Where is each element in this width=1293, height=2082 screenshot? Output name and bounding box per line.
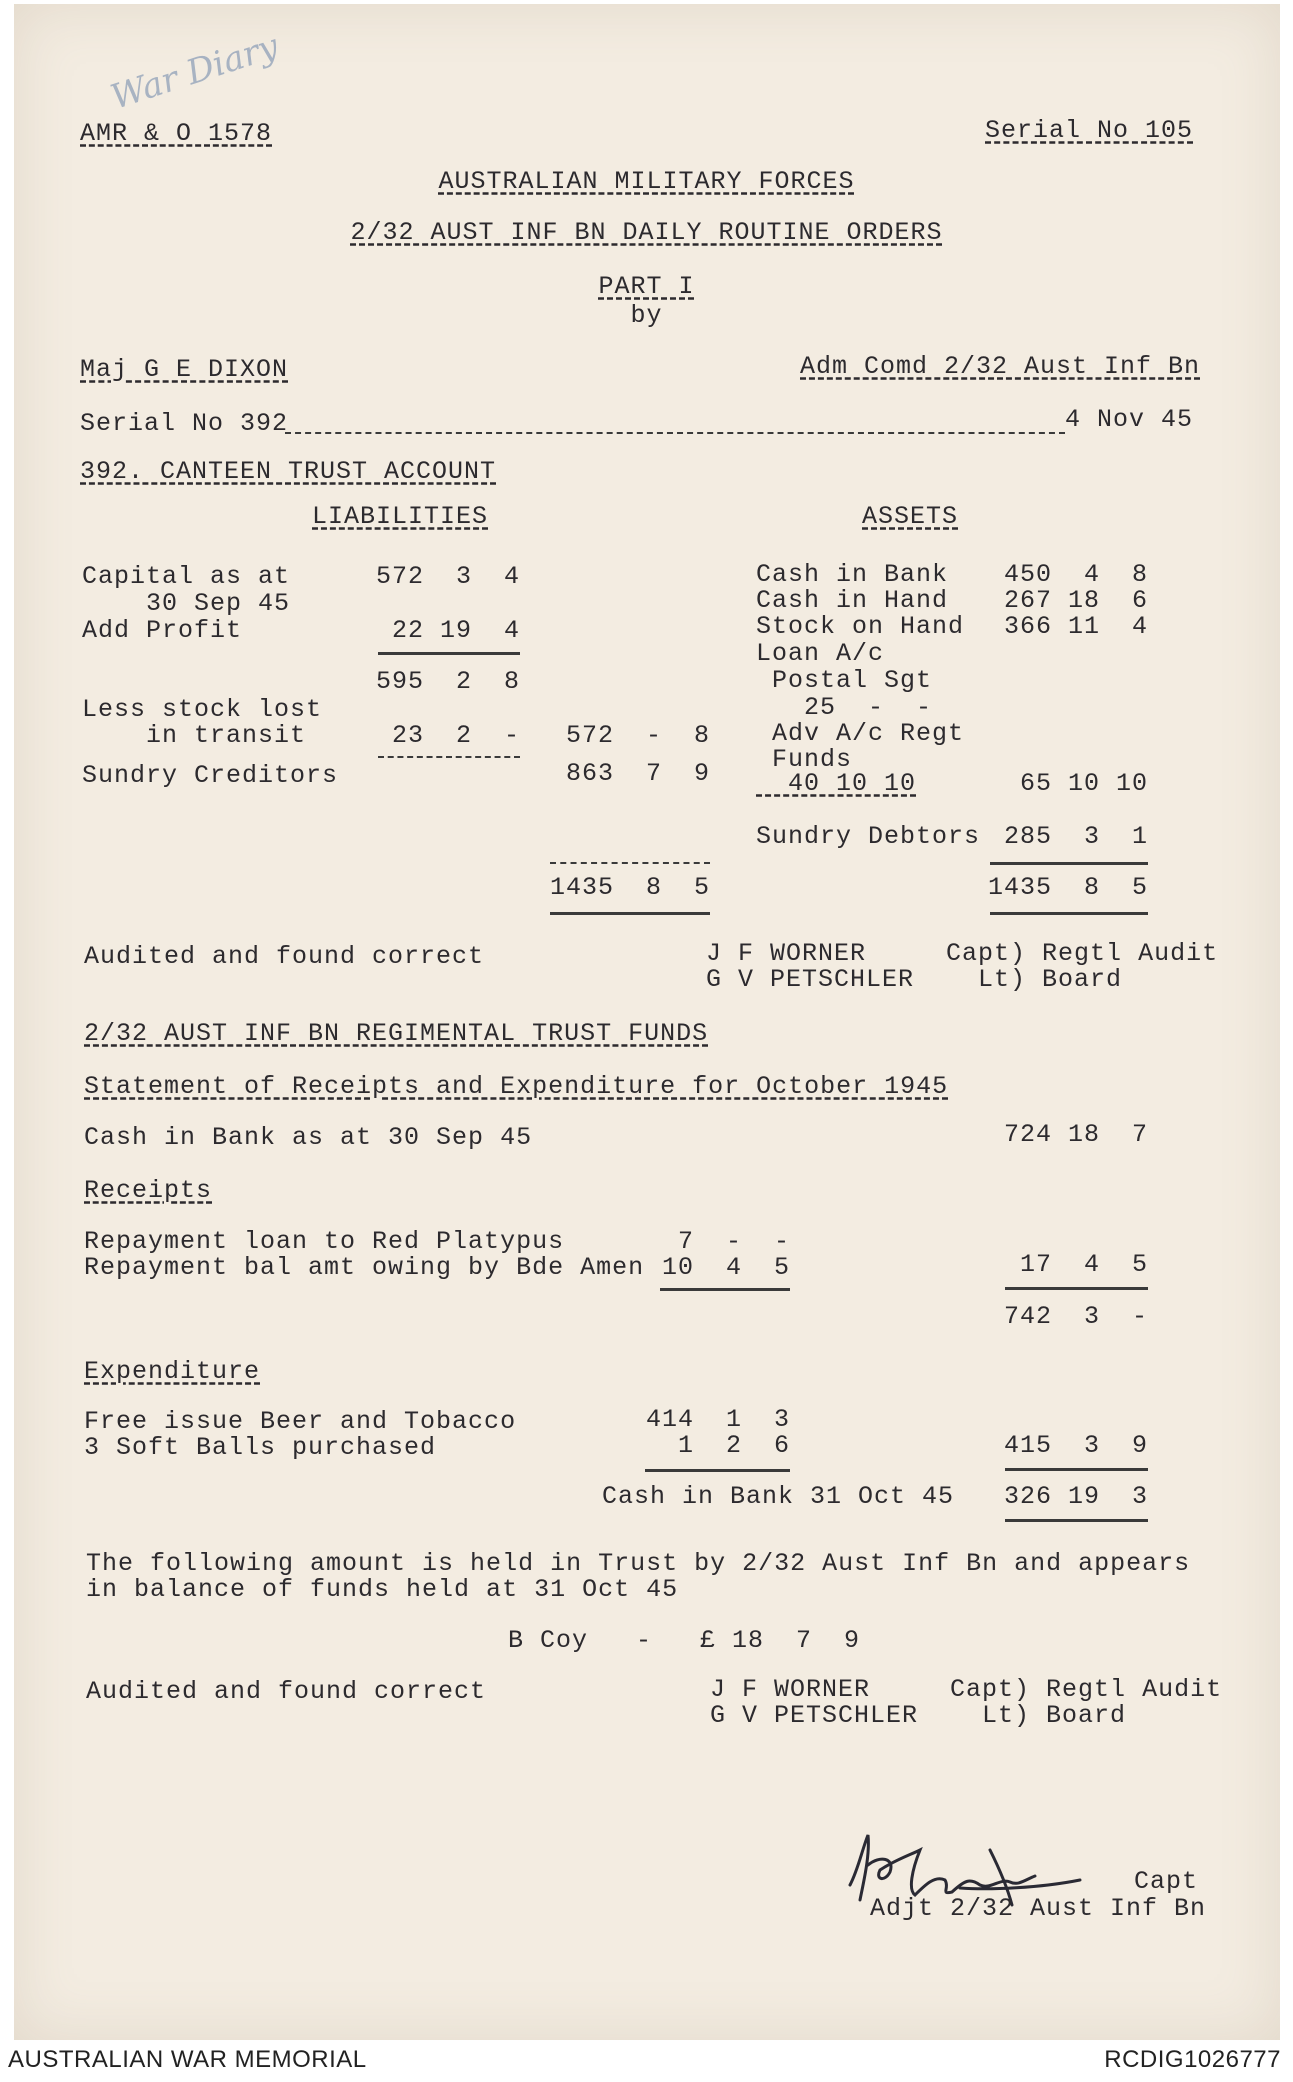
asset-label: Sundry Debtors bbox=[756, 822, 981, 851]
officer-appointment: Adm Comd 2/32 Aust Inf Bn bbox=[800, 352, 1201, 381]
canteen-audit-text: Audited and found correct bbox=[84, 942, 485, 971]
receipts-total-rule bbox=[1005, 1287, 1148, 1290]
officer-name: Maj G E DIXON bbox=[80, 355, 289, 384]
expenditure-total-rule bbox=[1005, 1468, 1148, 1471]
liability-label: in transit bbox=[82, 721, 307, 750]
liability-label: Capital as at bbox=[82, 562, 291, 591]
liability-label: Less stock lost bbox=[82, 695, 323, 724]
liability-dashed-rule bbox=[378, 756, 520, 758]
statement-heading: Statement of Receipts and Expenditure for October 1945 bbox=[84, 1072, 949, 1101]
pencil-annotation: War Diary bbox=[106, 26, 284, 118]
asset-amount: 267 18 6 bbox=[1003, 586, 1148, 615]
by-label: by bbox=[630, 301, 663, 330]
serial-dashed-rule bbox=[285, 432, 1065, 434]
expenditure-amount: 1 2 6 bbox=[677, 1431, 790, 1460]
expenditure-label: 3 Soft Balls purchased bbox=[84, 1433, 437, 1462]
asset-label: 40 10 10 bbox=[756, 769, 917, 798]
footer-institution: AUSTRALIAN WAR MEMORIAL bbox=[8, 2046, 367, 2073]
opening-amount: 724 18 7 bbox=[1003, 1120, 1148, 1149]
order-date: 4 Nov 45 bbox=[1065, 405, 1194, 434]
liability-label: Sundry Creditors bbox=[82, 761, 339, 790]
title-routine-orders: 2/32 AUST INF BN DAILY ROUTINE ORDERS bbox=[350, 218, 943, 247]
title-military-forces: AUSTRALIAN MILITARY FORCES bbox=[438, 167, 855, 196]
assets-total: 1435 8 5 bbox=[987, 873, 1148, 902]
regimental-heading: 2/32 AUST INF BN REGIMENTAL TRUST FUNDS bbox=[84, 1019, 709, 1048]
expenditure-rule bbox=[645, 1469, 790, 1472]
canteen-auditor: G V PETSCHLER Lt) Board bbox=[706, 965, 1123, 994]
trust-item: B Coy - £ 18 7 9 bbox=[508, 1626, 861, 1655]
liability-amount: 22 19 4 bbox=[391, 616, 520, 645]
canteen-auditor: J F WORNER Capt) Regtl Audit bbox=[706, 939, 1219, 968]
closing-rule bbox=[1005, 1519, 1148, 1522]
part-label: PART I bbox=[598, 272, 695, 301]
trust-note: in balance of funds held at 31 Oct 45 bbox=[86, 1575, 679, 1604]
asset-amount: 65 10 10 bbox=[1019, 769, 1148, 798]
asset-amount: 285 3 1 bbox=[1003, 822, 1148, 851]
trust-note: The following amount is held in Trust by 2/32 Aust Inf Bn and appears bbox=[86, 1549, 1191, 1578]
regimental-auditor: J F WORNER Capt) Regtl Audit bbox=[710, 1675, 1223, 1704]
asset-label: Adv A/c Regt bbox=[756, 719, 965, 748]
assets-total-rule-top bbox=[990, 862, 1148, 865]
opening-label: Cash in Bank as at 30 Sep 45 bbox=[84, 1123, 533, 1152]
form-reference: AMR & O 1578 bbox=[80, 119, 273, 148]
serial-line: Serial No 392 bbox=[80, 409, 289, 438]
regimental-auditor: G V PETSCHLER Lt) Board bbox=[710, 1701, 1127, 1730]
receipts-heading: Receipts bbox=[84, 1176, 213, 1205]
asset-label: Postal Sgt bbox=[756, 666, 933, 695]
asset-label: Loan A/c bbox=[756, 639, 885, 668]
liability-amount: 595 2 8 bbox=[375, 667, 520, 696]
receipt-label: Repayment loan to Red Platypus bbox=[84, 1227, 565, 1256]
signature-rank: Capt bbox=[1134, 1867, 1199, 1896]
receipts-total: 17 4 5 bbox=[1019, 1250, 1148, 1279]
expenditure-label: Free issue Beer and Tobacco bbox=[84, 1407, 517, 1436]
assets-heading: ASSETS bbox=[862, 502, 959, 531]
liability-rule bbox=[378, 652, 520, 655]
liability-label: Add Profit bbox=[82, 616, 243, 645]
closing-label: Cash in Bank 31 Oct 45 bbox=[602, 1482, 955, 1511]
liability-label: 30 Sep 45 bbox=[82, 589, 291, 618]
asset-label: Stock on Hand bbox=[756, 612, 965, 641]
asset-amount: 450 4 8 bbox=[1003, 560, 1148, 589]
receipt-amount: 10 4 5 bbox=[661, 1253, 790, 1282]
signature-appointment: Adjt 2/32 Aust Inf Bn bbox=[870, 1894, 1207, 1923]
liability-total: 572 - 8 bbox=[565, 721, 710, 750]
liabilities-total: 1435 8 5 bbox=[549, 873, 710, 902]
receipts-rule bbox=[660, 1288, 790, 1291]
serial-number: Serial No 105 bbox=[985, 116, 1194, 145]
expenditure-heading: Expenditure bbox=[84, 1357, 261, 1386]
liability-total: 863 7 9 bbox=[565, 759, 710, 788]
liabilities-heading: LIABILITIES bbox=[312, 502, 489, 531]
asset-label: Cash in Hand bbox=[756, 586, 949, 615]
expenditure-amount: 414 1 3 bbox=[645, 1405, 790, 1434]
liabilities-total-rule-top bbox=[550, 862, 710, 864]
asset-amount: 366 11 4 bbox=[1003, 612, 1148, 641]
liability-amount: 572 3 4 bbox=[375, 562, 520, 591]
regimental-audit-text: Audited and found correct bbox=[86, 1677, 487, 1706]
asset-label: Funds bbox=[756, 745, 853, 774]
footer-identifier: RCDIG1026777 bbox=[1104, 2046, 1281, 2073]
expenditure-total: 415 3 9 bbox=[1003, 1431, 1148, 1460]
canteen-heading: 392. CANTEEN TRUST ACCOUNT bbox=[80, 457, 497, 486]
assets-total-rule-bottom bbox=[990, 912, 1148, 915]
asset-label: 25 - - bbox=[756, 693, 933, 722]
receipt-amount: 7 - - bbox=[661, 1227, 790, 1256]
receipt-label: Repayment bal amt owing by Bde Amen bbox=[84, 1253, 645, 1282]
closing-amount: 326 19 3 bbox=[1003, 1482, 1148, 1511]
liability-amount: 23 2 - bbox=[391, 721, 520, 750]
asset-label: Cash in Bank bbox=[756, 560, 949, 589]
liabilities-total-rule-bottom bbox=[550, 912, 710, 915]
subtotal-amount: 742 3 - bbox=[1003, 1302, 1148, 1331]
